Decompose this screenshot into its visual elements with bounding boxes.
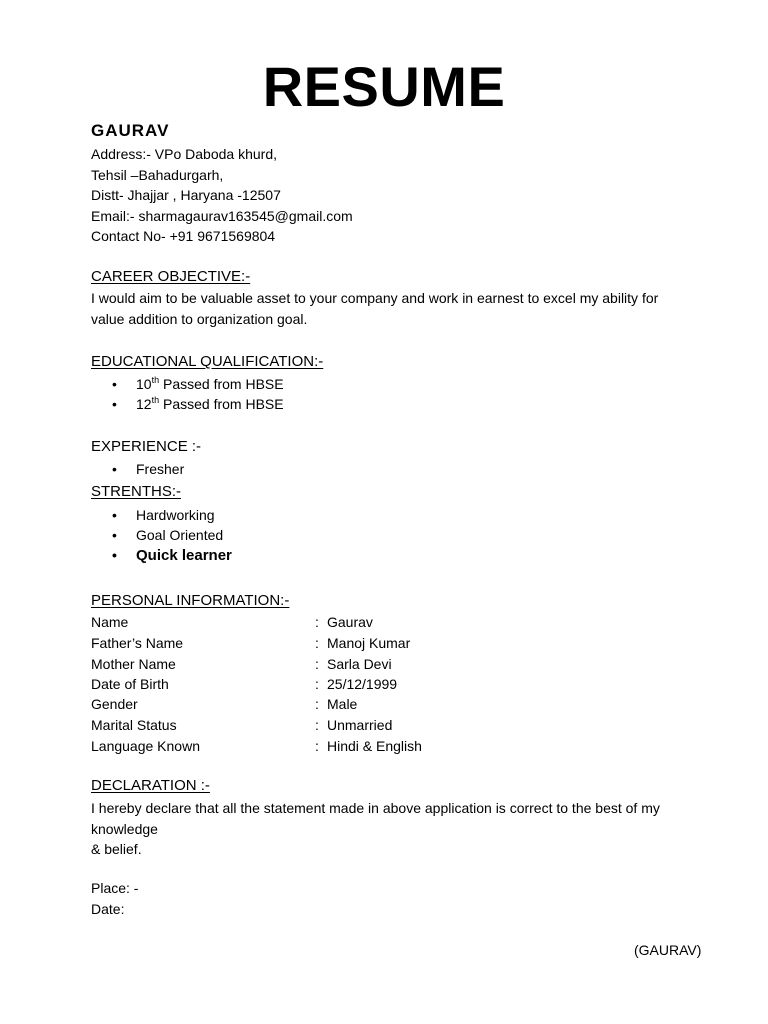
- education-item: [112, 374, 284, 394]
- career-objective-line-1: I would aim to be valuable asset to your company and work in earnest to excel my ability for: [91, 290, 659, 306]
- place-line: Place: -: [91, 880, 139, 896]
- bullet-icon: •: [112, 461, 117, 477]
- address-line-3: Distt- Jhajjar , Haryana -12507: [91, 187, 281, 203]
- info-value-language: Hindi & English: [327, 738, 422, 754]
- info-value-mother: Sarla Devi: [327, 656, 392, 672]
- info-label-marital: Marital Status: [91, 717, 177, 733]
- info-label-dob: Date of Birth: [91, 676, 169, 692]
- bullet-icon: •: [112, 527, 117, 543]
- career-objective-line-2: value addition to organization goal.: [91, 311, 308, 327]
- experience-text: Fresher: [136, 461, 185, 477]
- email-line: Email:- sharmagaurav163545@gmail.com: [91, 208, 353, 224]
- education-text: Passed from HBSE: [159, 376, 284, 392]
- strength-item: [112, 525, 223, 545]
- declaration-line-2: knowledge: [91, 821, 158, 837]
- education-grade: 12: [136, 396, 152, 412]
- contact-number-line: Contact No- +91 9671569804: [91, 228, 276, 244]
- strength-text: Quick learner: [136, 547, 232, 564]
- info-colon: :: [315, 656, 319, 672]
- declaration-line-1: I hereby declare that all the statement made in above application is correct to the best of my: [91, 800, 660, 816]
- strength-item: [112, 505, 215, 525]
- info-colon: :: [315, 717, 319, 733]
- info-label-gender: Gender: [91, 696, 138, 712]
- info-value-name: Gaurav: [327, 614, 373, 630]
- info-value-father: Manoj Kumar: [327, 635, 411, 651]
- bullet-icon: •: [112, 507, 117, 523]
- education-heading: EDUCATIONAL QUALIFICATION:-: [91, 353, 324, 370]
- education-grade-suffix: th: [151, 375, 160, 385]
- resume-title: RESUME: [262, 55, 506, 118]
- info-value-marital: Unmarried: [327, 717, 393, 733]
- strength-item: [112, 545, 232, 566]
- address-line-2: Tehsil –Bahadurgarh,: [91, 167, 224, 183]
- strength-text: Hardworking: [136, 507, 215, 523]
- info-colon: :: [315, 614, 319, 630]
- info-label-mother: Mother Name: [91, 656, 176, 672]
- education-text: Passed from HBSE: [159, 396, 284, 412]
- date-line: Date:: [91, 901, 125, 917]
- info-colon: :: [315, 696, 319, 712]
- declaration-heading: DECLARATION :-: [91, 777, 210, 794]
- info-label-father: Father’s Name: [91, 635, 184, 651]
- strength-text: Goal Oriented: [136, 527, 224, 543]
- education-item: [112, 394, 284, 414]
- bullet-icon: •: [112, 396, 117, 412]
- career-objective-heading: CAREER OBJECTIVE:-: [91, 268, 251, 285]
- education-grade-suffix: th: [151, 395, 160, 405]
- candidate-name: GAURAV: [91, 121, 170, 140]
- experience-heading: EXPERIENCE :-: [91, 438, 202, 455]
- declaration-line-3: & belief.: [91, 841, 142, 857]
- info-label-language: Language Known: [91, 738, 200, 754]
- info-value-gender: Male: [327, 696, 358, 712]
- address-line-1: Address:- VPo Daboda khurd,: [91, 146, 277, 162]
- signature: (GAURAV): [634, 942, 702, 958]
- strengths-heading: STRENTHS:-: [91, 483, 181, 500]
- info-value-dob: 25/12/1999: [327, 676, 398, 692]
- info-label-name: Name: [91, 614, 129, 630]
- bullet-icon: •: [112, 376, 117, 392]
- info-colon: :: [315, 635, 319, 651]
- personal-info-heading: PERSONAL INFORMATION:-: [91, 592, 290, 609]
- bullet-icon: •: [112, 547, 117, 563]
- experience-item: [112, 459, 184, 479]
- info-colon: :: [315, 738, 319, 754]
- info-colon: :: [315, 676, 319, 692]
- education-grade: 10: [136, 376, 152, 392]
